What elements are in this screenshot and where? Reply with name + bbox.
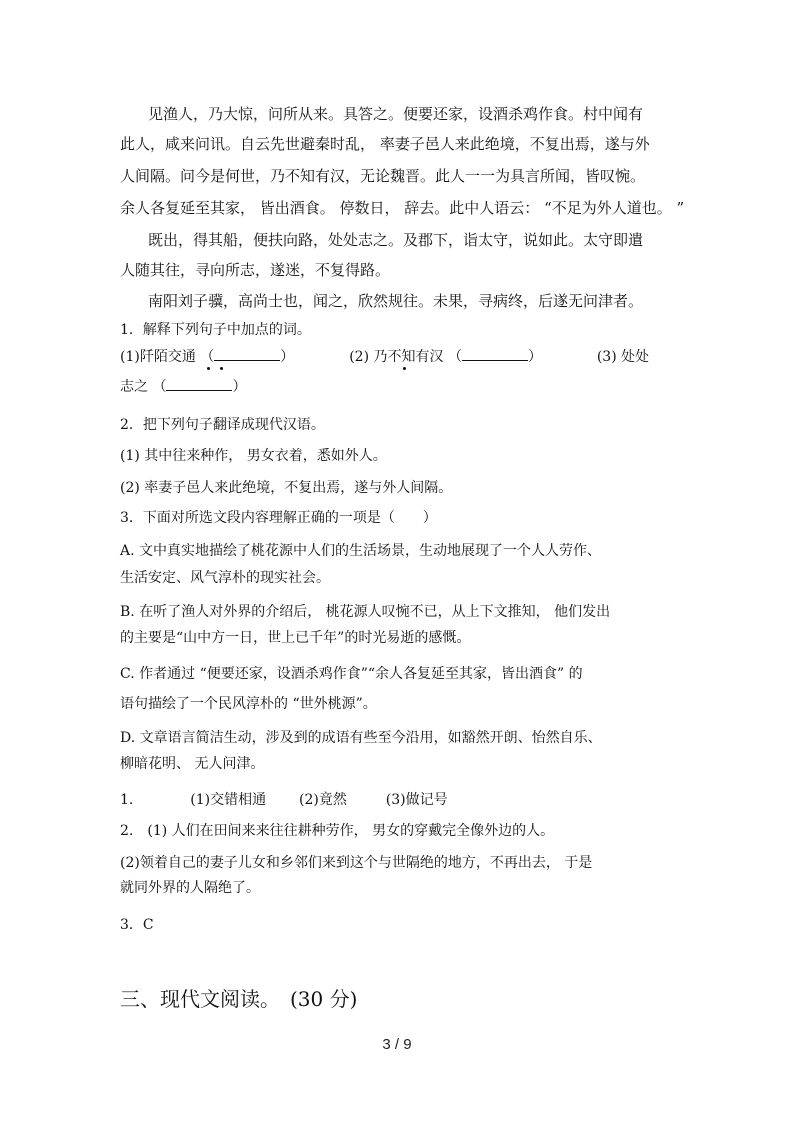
passage-line: 人间隔。问今是何世，乃不知有汉，无论魏晋。此人一一为具言所闻，皆叹惋。 [120, 167, 646, 185]
passage-line: 此人，咸来问讯。自云先世避秦时乱， 率妻子邑人来此绝境，不复出焉，遂与外 [120, 135, 650, 153]
option-b-cont: 的主要是“山中方一日，世上已千年”的时光易逝的感慨。 [120, 630, 471, 646]
question-1-items-cont [120, 376, 680, 397]
answer-3: 3．C [120, 917, 154, 933]
passage-line: 余人各复延至其家， 皆出酒食。 停数日， 辞去。此中人语云： “不足为外人道也。 ” [120, 199, 685, 217]
option-c: C. 作者通过 “便要还家，设酒杀鸡作食”“余人各复延至其家，皆出酒食” 的 [120, 666, 583, 682]
q1-item-3-cont: 志之 [120, 379, 148, 395]
answer-blank: （ ） [448, 349, 542, 365]
answer-blank: （ ） [152, 379, 246, 395]
passage-line: 南阳刘子骥，高尚士也，闻之，欣然规往。未果，寻病终，后遂无问津者。 [148, 292, 644, 310]
option-d: D. 文章语言简洁生动，涉及到的成语有些至今沿用，如豁然开朗、怡然自乐、 [120, 730, 602, 746]
option-a: A. 文中真实地描绘了桃花源中人们的生活场景，生动地展现了一个人人劳作、 [120, 543, 602, 559]
answer-1-item-2: (2)竟然 [299, 792, 347, 808]
question-2-sentence-2: (2) 率妻子邑人来此绝境，不复出焉，遂与外人间隔。 [120, 480, 453, 496]
question-1-title: 1．解释下列句子中加点的词。 [120, 322, 311, 338]
answer-1-item-1: (1)交错相通 [190, 792, 267, 808]
question-2-title: 2．把下列句子翻译成现代汉语。 [120, 417, 325, 433]
answer-1-number: 1. [120, 792, 134, 808]
q1-item-1: (1)阡陌交通 [120, 349, 196, 365]
q1-item-3: (3) 处处 [596, 349, 650, 365]
answer-blank: （ ） [200, 349, 294, 365]
passage-line: 人随其往，寻向所志，遂迷，不复得路。 [120, 261, 391, 279]
question-1-items [120, 346, 680, 367]
answer-2-part-2-cont: 就同外界的人隔绝了。 [120, 880, 260, 896]
answer-1 [120, 790, 680, 810]
page-number: 3 / 9 [382, 1036, 412, 1053]
option-d-cont: 柳暗花明、 无人问津。 [120, 756, 265, 772]
answer-2-part-2: (2)领着自己的妻子儿女和乡邻们来到这个与世隔绝的地方，不再出去， 于是 [120, 855, 593, 871]
section-title: 三、现代文阅读。 (30 分) [120, 987, 358, 1011]
option-b: B. 在听了渔人对外界的介绍后， 桃花源人叹惋不已，从上下文推知， 他们发出 [120, 604, 611, 620]
q1-item-2: (2) 乃不知有汉 [349, 349, 444, 365]
question-2-sentence-1: (1) 其中往来种作， 男女衣着，悉如外人。 [120, 448, 387, 464]
answer-2: 2. (1) 人们在田间来来往往耕种劳作， 男女的穿戴完全像外边的人。 [120, 823, 555, 839]
option-a-cont: 生活安定、风气淳朴的现实社会。 [120, 570, 330, 586]
passage-line: 既出，得其船，便扶向路，处处志之。及郡下，诣太守，说如此。太守即遣 [148, 231, 644, 249]
option-c-cont: 语句描绘了一个民风淳朴的 “世外桃源”。 [120, 696, 377, 712]
passage-line: 见渔人，乃大惊，问所从来。具答之。便要还家，设酒杀鸡作食。村中闻有 [148, 105, 644, 123]
question-3-title: 3．下面对所选文段内容理解正确的一项是（ ） [120, 510, 437, 526]
answer-1-item-3: (3)做记号 [385, 792, 448, 808]
